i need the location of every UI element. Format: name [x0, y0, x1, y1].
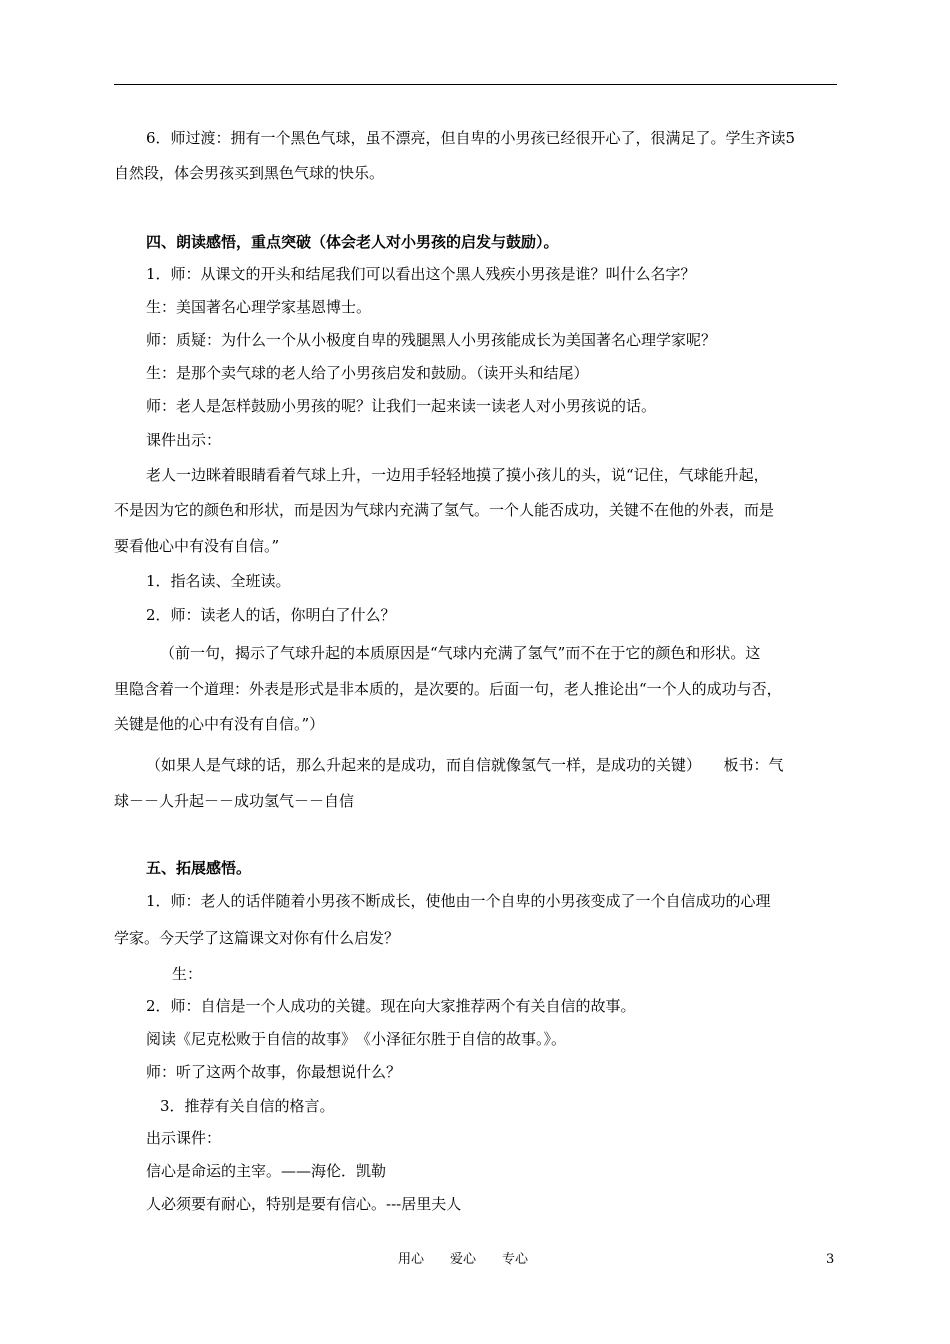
text-line: 信心是命运的主宰。——海伦．凯勒 — [146, 1162, 387, 1180]
text-line: 师：质疑：为什么一个从小极度自卑的残腿黑人小男孩能成长为美国著名心理学家呢？ — [146, 331, 717, 349]
page-number: 3 — [826, 1252, 835, 1267]
text-line: 老人一边眯着眼睛看着气球上升，一边用手轻轻地摸了摸小孩儿的头，说“记住，气球能升起， — [146, 466, 769, 484]
text-line: 球－－人升起－－成功氢气－－自信 — [114, 792, 355, 810]
footer-motto: 用心 爱心 专心 — [398, 1252, 529, 1267]
section-heading: 五、拓展感悟。 — [146, 859, 252, 877]
text-line: 2．师：自信是一个人成功的关键。现在向大家推荐两个有关自信的故事。 — [146, 997, 636, 1015]
text-line: 学家。今天学了这篇课文对你有什么启发？ — [114, 929, 400, 947]
text-line: 课件出示： — [146, 431, 222, 449]
text-line: 6．师过渡：拥有一个黑色气球，虽不漂亮，但自卑的小男孩已经很开心了，很满足了。学生齐读5 — [146, 129, 796, 147]
text-line: 3．推荐有关自信的格言。 — [160, 1097, 335, 1115]
text-line: 生：是那个卖气球的老人给了小男孩启发和鼓励。（读开头和结尾） — [146, 364, 589, 382]
text-line: 关键是他的心中有没有自信。”） — [114, 715, 325, 733]
text-line: 人必须要有耐心，特别是要有信心。---居里夫人 — [146, 1195, 462, 1213]
text-line: （前一句，揭示了气球升起的本质原因是“气球内充满了氢气”而不在于它的颜色和形状。这 — [160, 644, 761, 662]
text-line: 生： — [172, 965, 203, 983]
text-line: 阅读《尼克松败于自信的故事》 《小泽征尔胜于自信的故事。》。 — [146, 1030, 567, 1048]
text-line: 里隐含着一个道理：外表是形式是非本质的，是次要的。后面一句，老人推论出“一个人的成功与否， — [114, 680, 782, 698]
text-line: 1．指名读、全班读。 — [146, 572, 291, 590]
text-line: 不是因为它的颜色和形状，而是因为气球内充满了氢气。一个人能否成功，关键不在他的外表，而是 — [114, 501, 775, 519]
section-heading: 四、朗读感悟，重点突破（体会老人对小男孩的启发与鼓励）。 — [146, 233, 559, 251]
header-rule — [114, 84, 837, 85]
text-line: 师：听了这两个故事，你最想说什么？ — [146, 1063, 402, 1081]
text-line: 出示课件： — [146, 1129, 222, 1147]
text-line: 要看他心中有没有自信。” — [114, 537, 280, 555]
text-line: 1．师：从课文的开头和结尾我们可以看出这个黑人残疾小男孩是谁？叫什么名字？ — [146, 265, 696, 283]
text-line: 1．师：老人的话伴随着小男孩不断成长，使他由一个自卑的小男孩变成了一个自信成功的心理 — [146, 892, 771, 910]
text-line: 师：老人是怎样鼓励小男孩的呢？让我们一起来读一读老人对小男孩说的话。 — [146, 397, 657, 415]
text-line: 2．师：读老人的话，你明白了什么？ — [146, 606, 396, 624]
text-line: 自然段，体会男孩买到黑色气球的快乐。 — [114, 164, 385, 182]
text-line: 生：美国著名心理学家基恩博士。 — [146, 298, 372, 316]
text-line: （如果人是气球的话，那么升起来的是成功，而自信就像氢气一样，是成功的关键） 板书：气 — [146, 756, 784, 774]
